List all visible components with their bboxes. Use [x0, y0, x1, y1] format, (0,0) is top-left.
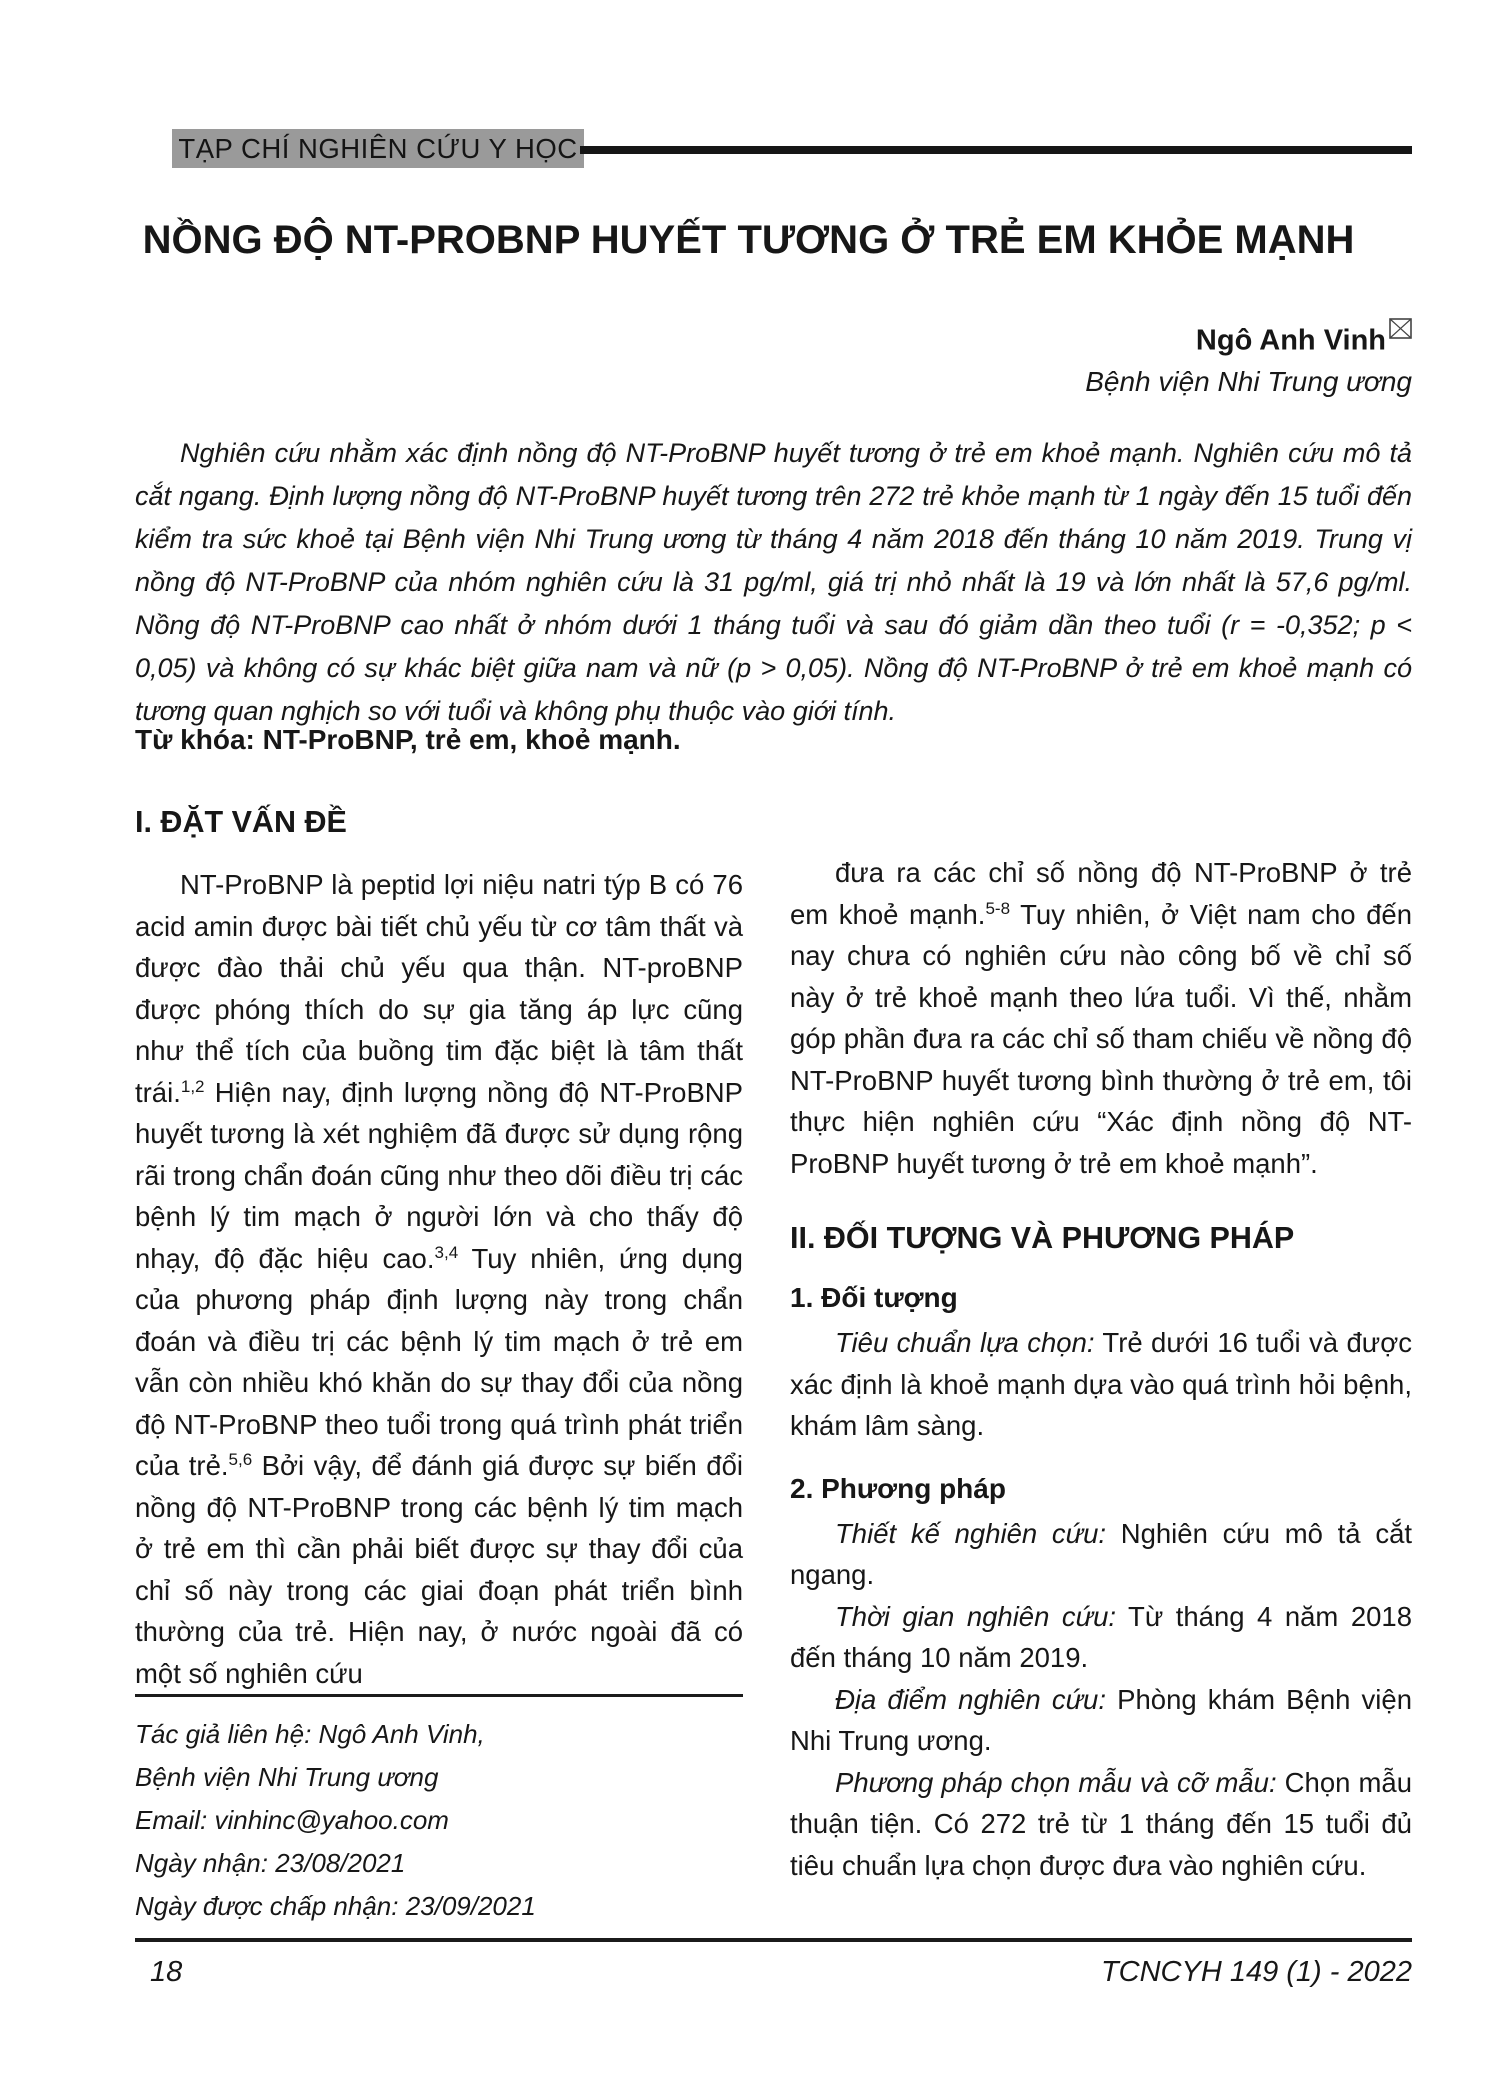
envelope-icon	[1389, 318, 1412, 339]
paragraph-text: Từ tháng 4 năm 2018 đến tháng 10 năm 2019.	[790, 1600, 1412, 1673]
left-column	[135, 804, 743, 1694]
reference-marker: 3,4	[434, 1242, 459, 1262]
paragraph-lead: Phương pháp chọn mẫu và cỡ mẫu:	[835, 1766, 1277, 1798]
sampling-method-paragraph	[790, 1762, 1412, 1887]
paragraph-lead: Thiết kế nghiên cứu:	[835, 1517, 1107, 1549]
paragraph-text: Tuy nhiên, ứng dụng của phương pháp định lượng này trong chẩn đoán và điều trị các bệnh lý tim mạch ở trẻ em vẫn còn nhiều khó khăn do sự thay đổi của nồng độ NT-ProBNP theo tuổi trong quá trình phát triển của trẻ.	[135, 1242, 743, 1481]
paragraph-lead: Tiêu chuẩn lựa chọn:	[835, 1327, 1095, 1358]
correspondence-email: Email: vinhinc@yahoo.com	[135, 1805, 449, 1835]
study-location-paragraph	[790, 1679, 1412, 1762]
paragraph-text: Bởi vậy, để đánh giá được sự biến đổi nồng độ NT-ProBNP trong các bệnh lý tim mạch ở trẻ em thì cần phải biết được sự thay đổi của chỉ số này trong các giai đoạn phát triển bình thường của trẻ. Hiện nay, ở nước ngoài đã có một số nghiên cứu	[135, 1450, 743, 1689]
keywords-line	[135, 724, 681, 756]
paragraph-lead: Thời gian nghiên cứu:	[835, 1600, 1117, 1632]
author-line	[1196, 318, 1412, 358]
subsection-2-heading: 2. Phương pháp	[790, 1472, 1006, 1504]
paragraph-text: Trẻ dưới 16 tuổi và được xác định là khoẻ mạnh dựa vào quá trình hỏi bệnh, khám lâm sàng.	[790, 1327, 1412, 1441]
accepted-date: Ngày được chấp nhận: 23/09/2021	[135, 1891, 536, 1921]
article-title: NỒNG ĐỘ NT-PROBNP HUYẾT TƯƠNG Ở TRẺ EM KHỎE MẠNH	[142, 218, 1355, 262]
correspondence-affiliation: Bệnh viện Nhi Trung ương	[135, 1762, 439, 1792]
study-design-paragraph	[790, 1513, 1412, 1596]
abstract-paragraph: Nghiên cứu nhằm xác định nồng độ NT-ProBNP huyết tương ở trẻ em khoẻ mạnh. Nghiên cứu mô tả cắt ngang. Định lượng nồng độ NT-ProBNP huyết tương trên 272 trẻ khỏe mạnh từ 1 ngày đến 15 tuổi đến kiểm tra sức khoẻ tại Bệnh viện Nhi Trung ương từ tháng 4 năm 2018 đến tháng 10 năm 2019. Trung vị nồng độ NT-ProBNP của nhóm nghiên cứu là 31 pg/ml, giá trị nhỏ nhất là 19 và lớn nhất là 57,6 pg/ml. Nồng độ NT-ProBNP cao nhất ở nhóm dưới 1 tháng tuổi và sau đó giảm dần theo tuổi (r = -0,352; p < 0,05) và không có sự khác biệt giữa nam và nữ (p > 0,05). Nồng độ NT-ProBNP ở trẻ em khoẻ mạnh có tương quan nghịch so với tuổi và không phụ thuộc vào giới tính.	[135, 438, 1412, 726]
section-1-paragraph	[135, 864, 743, 1694]
keywords-label: Từ khóa:	[135, 724, 255, 755]
correspondence-note	[135, 1694, 743, 1928]
reference-marker: 1,2	[180, 1076, 205, 1096]
author-name: Ngô Anh Vinh	[1195, 324, 1386, 357]
selection-criteria-paragraph	[790, 1322, 1412, 1447]
continuation-paragraph	[790, 852, 1412, 1184]
journal-name-banner: TẠP CHÍ NGHIÊN CỨU Y HỌC	[172, 129, 584, 168]
page-number: 18	[150, 1956, 183, 1988]
paragraph-text: Nghiên cứu mô tả cắt ngang.	[790, 1517, 1412, 1590]
reference-marker: 5,6	[228, 1449, 253, 1469]
paragraph-text: Chọn mẫu thuận tiện. Có 272 trẻ từ 1 tháng đến 15 tuổi đủ tiêu chuẩn lựa chọn được đưa vào nghiên cứu.	[790, 1766, 1412, 1881]
header-rule	[580, 146, 1412, 154]
section-2-heading: II. ĐỐI TƯỢNG VÀ PHƯƠNG PHÁP	[790, 1221, 1295, 1255]
subsection-1-heading: 1. Đối tượng	[790, 1282, 958, 1313]
paragraph-text: Hiện nay, định lượng nồng độ NT-ProBNP huyết tương là xét nghiệm đã được sử dụng rộng rãi trong chẩn đoán cũng như theo dõi điều trị các bệnh lý tim mạch ở người lớn và cho thấy độ nhạy, độ đặc hiệu cao.	[135, 1076, 743, 1274]
study-time-paragraph	[790, 1596, 1412, 1679]
section-1-heading: I. ĐẶT VẤN ĐỀ	[135, 805, 347, 839]
footer-journal-ref: TCNCYH 149 (1) - 2022	[1100, 1956, 1412, 1988]
paragraph-text: Phòng khám Bệnh viện Nhi Trung ương.	[790, 1683, 1412, 1756]
reference-marker: 5-8	[985, 898, 1011, 918]
footer-rule	[135, 1938, 1412, 1942]
received-date: Ngày nhận: 23/08/2021	[135, 1848, 406, 1878]
paragraph-text: Tuy nhiên, ở Việt nam cho đến nay chưa có nghiên cứu nào công bố về chỉ số này ở trẻ khoẻ mạnh theo lứa tuổi. Vì thế, nhằm góp phần đưa ra các chỉ số tham chiếu về nồng độ NT-ProBNP huyết tương bình thường ở trẻ em, tôi thực hiện nghiên cứu “Xác định nồng độ NT-ProBNP huyết tương ở trẻ em khoẻ mạnh”.	[790, 898, 1413, 1179]
paragraph-text: NT-ProBNP là peptid lợi niệu natri týp B có 76 acid amin được bài tiết chủ yếu từ cơ tâm thất và được đào thải chủ yếu qua thận. NT-proBNP được phóng thích do sự gia tăng áp lực cũng như thể tích của buồng tim đặc biệt là tâm thất trái.	[135, 869, 743, 1108]
right-column	[790, 852, 1412, 1886]
author-affiliation: Bệnh viện Nhi Trung ương	[1085, 366, 1412, 397]
paragraph-lead: Địa điểm nghiên cứu:	[835, 1683, 1106, 1715]
paragraph-text: đưa ra các chỉ số nồng độ NT-ProBNP ở trẻ em khoẻ mạnh.	[790, 857, 1412, 930]
keywords-text: NT-ProBNP, trẻ em, khoẻ mạnh.	[254, 724, 681, 755]
correspondence-author: Tác giả liên hệ: Ngô Anh Vinh,	[135, 1719, 485, 1749]
